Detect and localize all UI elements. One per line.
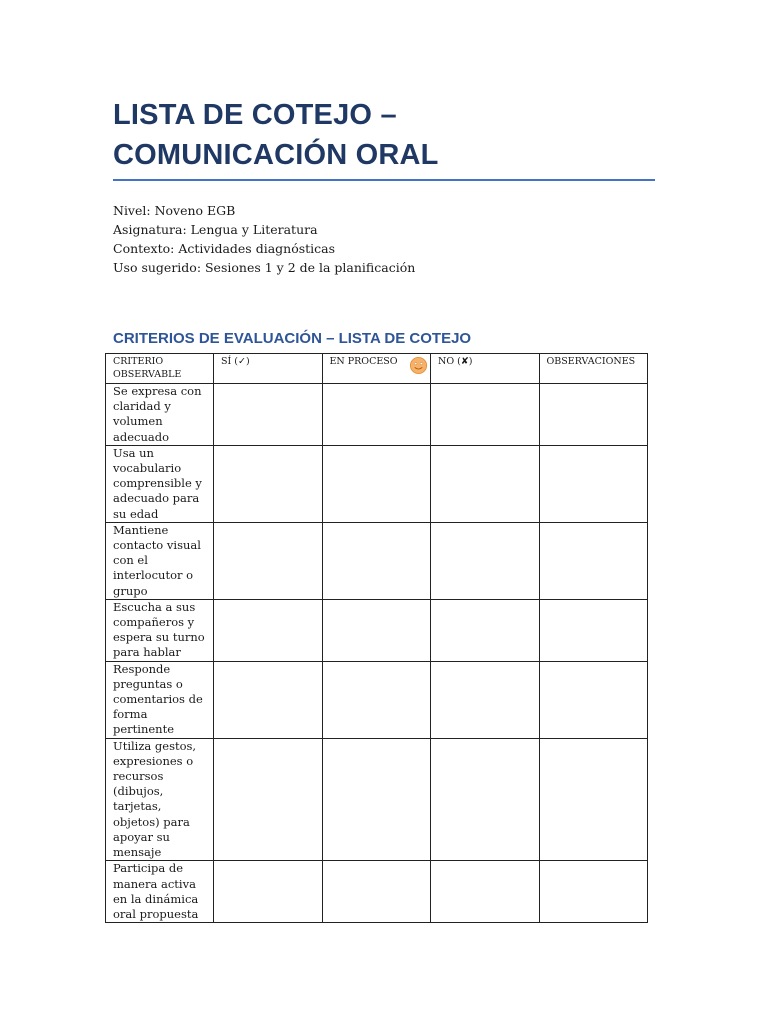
section-heading: CRITERIOS DE EVALUACIÓN – LISTA DE COTEJO [113, 330, 472, 347]
no-cell[interactable] [431, 599, 540, 661]
header-no [431, 354, 540, 384]
table-row [106, 599, 648, 661]
table-row [106, 661, 648, 738]
observaciones-cell[interactable] [539, 384, 648, 446]
meta-nivel: Nivel: Noveno EGB [113, 203, 236, 218]
table-header-row [106, 354, 648, 384]
meta-uso: Uso sugerido: Sesiones 1 y 2 de la planificación [113, 260, 416, 275]
document-page [113, 95, 655, 349]
en-proceso-cell[interactable] [322, 861, 431, 923]
meta-contexto: Contexto: Actividades diagnósticas [113, 241, 336, 256]
en-proceso-cell[interactable] [322, 384, 431, 446]
no-cell[interactable] [431, 384, 540, 446]
table-row [106, 445, 648, 522]
observaciones-cell[interactable] [539, 599, 648, 661]
title-divider [113, 179, 655, 181]
en-proceso-cell[interactable] [322, 738, 431, 861]
si-cell[interactable] [214, 861, 323, 923]
header-si-label: SÍ (✓) [221, 356, 250, 367]
si-cell[interactable] [214, 384, 323, 446]
no-cell[interactable] [431, 661, 540, 738]
table-row [106, 861, 648, 923]
table-row [106, 738, 648, 861]
si-cell[interactable] [214, 738, 323, 861]
si-cell[interactable] [214, 599, 323, 661]
document-title: LISTA DE COTEJO – COMUNICACIÓN ORAL [113, 99, 439, 171]
no-cell[interactable] [431, 738, 540, 861]
en-proceso-cell[interactable] [322, 661, 431, 738]
si-cell[interactable] [214, 661, 323, 738]
criterion-cell: Escucha a sus compañeros y espera su turno para hablar [106, 599, 214, 661]
header-criterio [106, 354, 214, 384]
en-proceso-cell[interactable] [322, 522, 431, 599]
header-no-label: NO (✘) [438, 356, 473, 367]
no-cell[interactable] [431, 445, 540, 522]
observaciones-cell[interactable] [539, 445, 648, 522]
criterion-cell: Usa un vocabulario comprensible y adecuado para su edad [106, 445, 214, 522]
criterion-cell: Se expresa con claridad y volumen adecuado [106, 384, 214, 446]
en-proceso-cell[interactable] [322, 599, 431, 661]
criterion-cell: Participa de manera activa en la dinámica oral propuesta [106, 861, 214, 923]
header-si [214, 354, 323, 384]
en-proceso-cell[interactable] [322, 445, 431, 522]
header-observaciones [539, 354, 648, 384]
meta-asignatura: Asignatura: Lengua y Literatura [113, 222, 318, 237]
header-en-proceso [322, 354, 431, 384]
no-cell[interactable] [431, 861, 540, 923]
checklist-table [105, 353, 648, 923]
criterion-cell: Responde preguntas o comentarios de forma pertinente [106, 661, 214, 738]
smiley-face-icon [409, 356, 428, 375]
table-row [106, 522, 648, 599]
no-cell[interactable] [431, 522, 540, 599]
observaciones-cell[interactable] [539, 522, 648, 599]
header-observaciones-label: OBSERVACIONES [546, 356, 636, 367]
header-en-proceso-label: EN PROCESO [329, 356, 398, 367]
criterion-cell: Utiliza gestos, expresiones o recursos (dibujos, tarjetas, objetos) para apoyar su mensaje [106, 738, 214, 861]
header-criterio-label: CRITERIO OBSERVABLE [113, 356, 182, 380]
table-row [106, 384, 648, 446]
document-meta [113, 201, 655, 277]
observaciones-cell[interactable] [539, 661, 648, 738]
si-cell[interactable] [214, 522, 323, 599]
observaciones-cell[interactable] [539, 738, 648, 861]
observaciones-cell[interactable] [539, 861, 648, 923]
criterion-cell: Mantiene contacto visual con el interlocutor o grupo [106, 522, 214, 599]
si-cell[interactable] [214, 445, 323, 522]
